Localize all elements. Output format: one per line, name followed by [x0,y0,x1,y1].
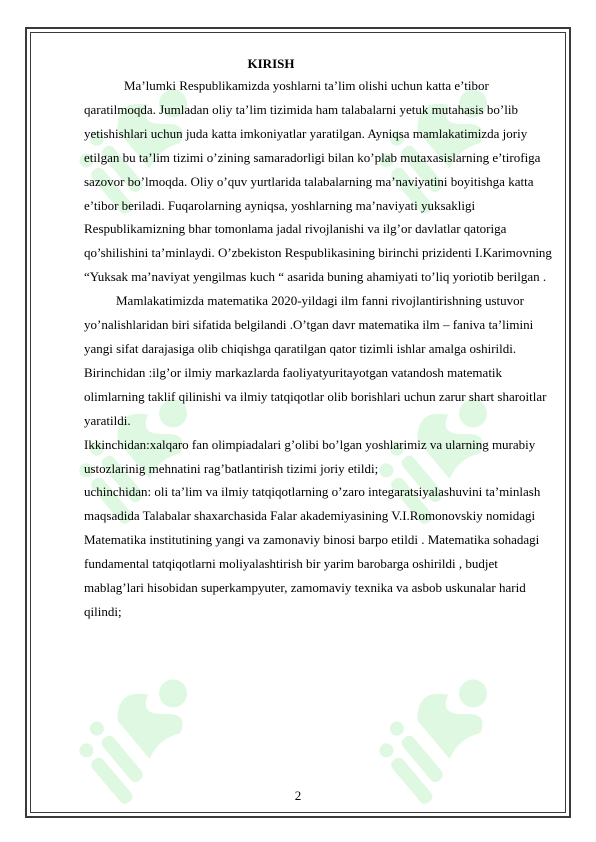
paragraph-second: Ikkinchidan:xalqaro fan olimpiadalari g’olibi bo’lgan yoshlarimiz va ularning murabiy ustozlarinig mehnatini rag’batlantirish tizimi joriy etildi; [84,436,536,476]
paragraph-third: uchinchidan: oli ta’lim va ilmiy tatqiqotlarning o’zaro integaratsiyalashuvini ta’minlash maqsadida Talabalar shaxarchasida Falar akademiyasining V.I.Romonovskiy nomidagi Matematika institutining yangi va zamonaviy binosi barpo etildi . Matematika sohadagi fundamental tatqiqotlarni moliyalashtirish bir yarim barobarga oshirildi , budjet mablag’lari hisobidan superkampyuter, zamomaviy texnika va asbob uskunalar harid qilindi; [84,484,541,619]
page-title: KIRISH [247,56,295,71]
paragraph-mathematics: Mamlakatimizda matematika 2020-yildagi ilm fanni rivojlantirishning ustuvor yo’nalishlaridan biri sifatida belgilandi .O’tgan davr matematika ilm – faniva ta’limini yangi sifat darajasiga olib chiqishga qaratilgan qator tizimli ishlar amalga oshirildi. [84,293,534,356]
page-number: 2 [294,788,302,803]
paragraph-first: Birinchidan :ilg’or ilmiy markazlarda faoliyatyuritayotgan vatandosh matematik olimlarning taklif qilinishi va ilmiy tatqiqotlar olib borishlari uchun zarur shart sharoitlar yaratildi. [84,364,547,428]
document-body [84,56,554,624]
paragraph-intro: Ma’lumki Respublikamizda yoshlarni ta’lim olishi uchun katta e’tibor qaratilmoqda. Jumladan oliy ta’lim tizimida ham talabalarni yetuk mutahasis bo’lib yetishishlari uchun juda katta imkoniyatlar yaratilgan. Ayniqsa mamlakatimizda joriy etilgan bu ta’lim tizimi o’zining samaradorligi bilan ko’plab mutaxasislarning e’tirofiga sazovor bo’lmoqda. Oliy o’quv yurtlarida talabalarning ma’naviyatini boyitishga katta e’tibor beriladi. Fuqarolarning ayniqsa, yoshlarning ma’naviyati yuksakligi Respublikamizning bhar tomonlama jadal rivojlanishi va ilg’or davlatlar qatoriga qo’shilishini ta’minlaydi. O’zbekiston Respublikasining birinchi prizidenti I.Karimovning “Yuksak ma’naviyat yengilmas kuch “ asarida buning ahamiyati to’liq yoriotib berilgan . [84,78,552,285]
